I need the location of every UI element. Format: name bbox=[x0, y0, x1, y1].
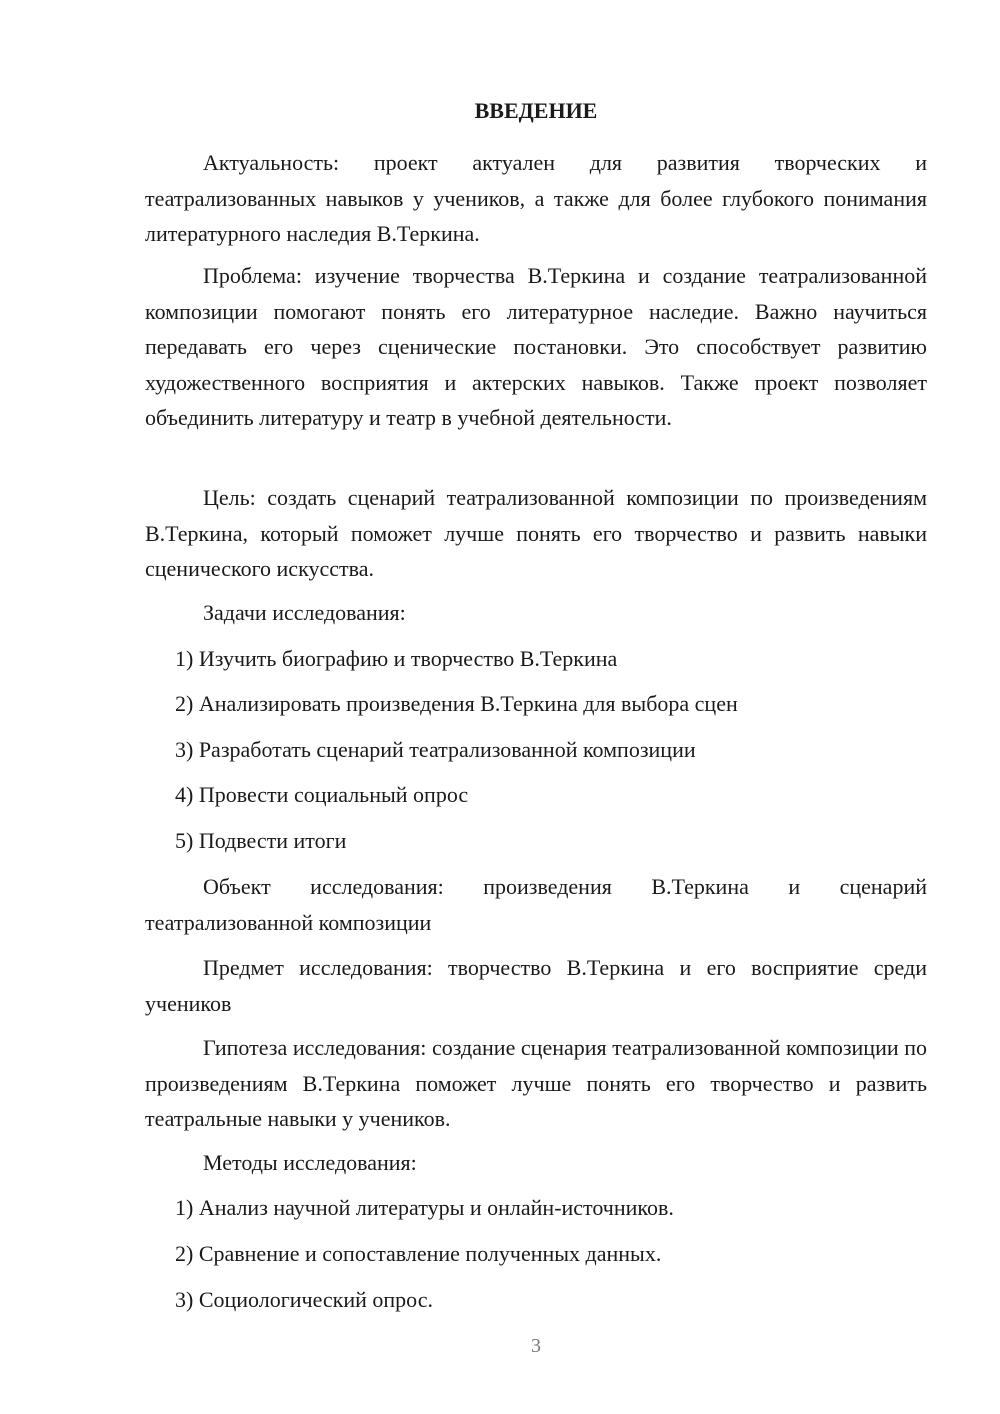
page-title: ВВЕДЕНИЕ bbox=[474, 98, 598, 123]
problem-paragraph: Проблема: изучение творчества В.Теркина и создание театрализованной композиции помогают понять его литературное наследие. Важно научиться передавать его через сценические постановки. Это способствует развитию художественного восприятия и актерских навыков. Также проект позволяет объединить литературу и театр в учебной деятельности. bbox=[145, 263, 927, 430]
tasks-label: Задачи исследования: bbox=[203, 600, 406, 625]
task-item: 2) Анализировать произведения В.Теркина для выбора сцен bbox=[175, 691, 738, 716]
method-item: 1) Анализ научной литературы и онлайн-источников. bbox=[175, 1195, 674, 1220]
relevance-paragraph: Актуальность: проект актуален для развития творческих и театрализованных навыков у учеников, а также для более глубокого понимания литературного наследия В.Теркина. bbox=[145, 150, 927, 246]
hypothesis-paragraph: Гипотеза исследования: создание сценария театрализованной композиции по произведениям В.Теркина поможет лучше понять его творчество и развить театральные навыки у учеников. bbox=[145, 1035, 927, 1131]
object-paragraph: Объект исследования: произведения В.Теркина и сценарий театрализованной композиции bbox=[145, 874, 927, 935]
task-item: 1) Изучить биографию и творчество В.Теркина bbox=[175, 646, 618, 671]
task-item: 4) Провести социальный опрос bbox=[175, 782, 469, 807]
goal-paragraph: Цель: создать сценарий театрализованной композиции по произведениям В.Теркина, который поможет лучше понять его творчество и развить навыки сценического искусства. bbox=[145, 485, 927, 581]
subject-paragraph: Предмет исследования: творчество В.Теркина и его восприятие среди учеников bbox=[145, 955, 927, 1016]
page-number: 3 bbox=[531, 1335, 541, 1357]
task-item: 5) Подвести итоги bbox=[175, 828, 347, 853]
methods-label: Методы исследования: bbox=[203, 1150, 417, 1175]
task-item: 3) Разработать сценарий театрализованной композиции bbox=[175, 737, 696, 762]
method-item: 3) Социологический опрос. bbox=[175, 1287, 433, 1312]
method-item: 2) Сравнение и сопоставление полученных данных. bbox=[175, 1241, 662, 1266]
